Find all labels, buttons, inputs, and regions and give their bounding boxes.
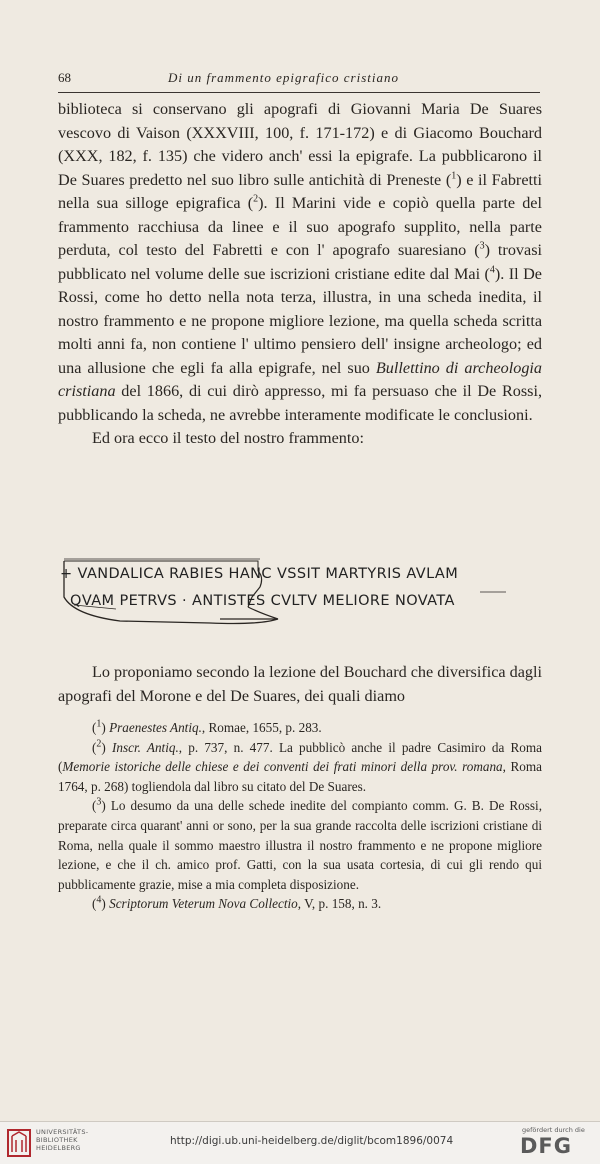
footnote-2: ($^2$) Inscr. Antiq., p. 737, n. 477. La pubblicò anche il padre Casimiro da Roma (Memorie istoriche delle chiese e dei conventi dei frati minori della prov. romana, Roma 1764, p. 268) togliendola dal libro su citato del De Suares. bbox=[58, 738, 542, 794]
footnote-ref-4: 4 bbox=[489, 264, 495, 276]
university-name[interactable]: UNIVERSITÄTS- BIBLIOTHEK HEIDELBERG bbox=[36, 1128, 89, 1152]
funded-by-label: gefördert durch die bbox=[522, 1126, 585, 1134]
paragraph-2: Ed ora ecco il testo del nostro frammento: bbox=[92, 429, 364, 447]
dfg-logo[interactable]: DFG bbox=[520, 1134, 573, 1158]
main-text-continued bbox=[58, 645, 542, 724]
permalink-url[interactable]: http://digi.ub.uni-heidelberg.de/diglit/bcom1896/0074 bbox=[170, 1135, 454, 1147]
footnote-3: ($^3$) Lo desumo da una delle schede inedite del compianto comm. G. B. De Rossi, preparate circa quarant' anni or sono, per la sua grande raccolta delle iscrizioni cristiane di Roma, nella quale il sommo maestro illustra il nostro frammento e ne propone migliore lezione, e che il ch. amico prof. Gatti, con la sua usata cortesia, di cui gli rendo qui pubblicamente grazie, mise a mia completa disposizione. bbox=[58, 796, 542, 892]
paragraph-3: Lo proponiamo secondo la lezione del Bouchard che diversifica dagli apografi del Morone e del De Suares, dei quali diamo bbox=[58, 663, 542, 705]
page-number: 68 bbox=[58, 70, 71, 85]
university-logo-icon[interactable] bbox=[6, 1128, 32, 1158]
paragraph-1: biblioteca si conservano gli apografi di Giovanni Maria De Suares vescovo di Vaison (XXXVIII, 100, f. 171-172) e di Giacomo Bouchard (XXX, 182, f. 135) che videro anch' essi la epigrafe. La pubblicarono il De Suares predetto nel suo libro sulle antichità di Preneste ($^1$) e il Fabretti nella sua silloge epigrafica ($^2$). Il Marini vide e copiò quella parte del frammento racchiusa da linee e il suo apografo supplito, nella parte perduta, col testo del Fabretti e con l' apografo suaresiano ($^3$) trovasi pubblicato nel volume delle sue iscrizioni cristiane edite dal Mai ($^4$). Il De Rossi, come ho detto nella nota terza, illustra, in una scheda inedita, il nostro frammento e ne propone migliore lezione, ma quella scheda scritta molti anni fa, non contiene l' ultimo pensiero dell' insigne archeologo; ed una allusione che egli fa alla epigrafe, nel suo Bullettino di archeologia cristiana del 1866, di cui dirò appresso, mi fa persuaso che il De Rossi, pubblicando la scheda, ne avrebbe interamente modificate le conclusioni. bbox=[58, 100, 542, 424]
footnote-4: ($^4$) Scriptorum Veterum Nova Collectio, V, p. 158, n. 3. bbox=[92, 894, 382, 912]
running-title: Di un frammento epigrafico cristiano bbox=[168, 70, 399, 85]
journal-title: Bullettino di archeologia cristiana bbox=[58, 358, 542, 400]
footnote-ref-3: 3 bbox=[479, 240, 485, 252]
page-header bbox=[58, 70, 538, 88]
inscription-line-2: QVAM PETRVS · ANTISTES CVLTV MELIORE NOVATA bbox=[70, 593, 455, 609]
footnote-1: ($^1$) Praenestes Antiq., Romae, 1655, p. 283. bbox=[92, 718, 322, 735]
footnotes bbox=[58, 718, 542, 914]
footnote-ref-2: 2 bbox=[253, 193, 259, 205]
viewer-footer bbox=[0, 1121, 600, 1164]
inscription-fragment bbox=[60, 557, 540, 629]
footnote-ref-1: 1 bbox=[451, 170, 457, 182]
header-rule bbox=[58, 92, 540, 93]
main-text bbox=[58, 98, 542, 451]
inscription-line-1: + VANDALICA RABIES HANC VSSIT MARTYRIS AVLAM bbox=[60, 566, 459, 582]
